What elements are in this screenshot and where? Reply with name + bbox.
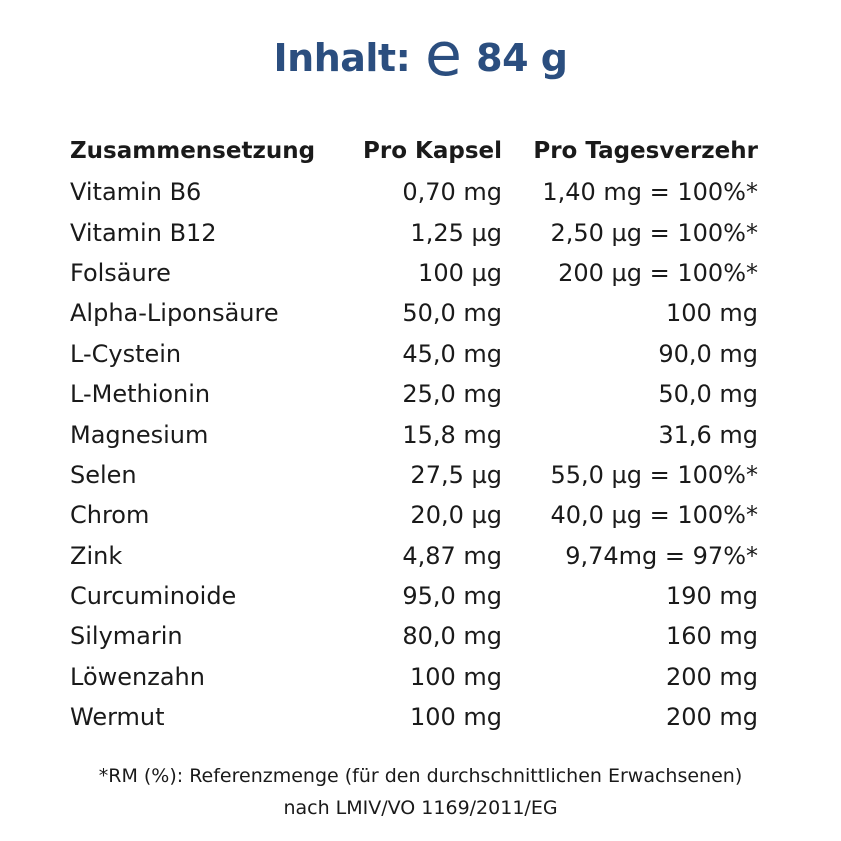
content-label: Inhalt: [273, 36, 411, 80]
table-row [64, 576, 758, 616]
per-capsule-value: 100 µg [418, 258, 502, 287]
ingredient-name: L-Methionin [70, 380, 211, 409]
per-daily-value: 40,0 µg = 100%* [550, 501, 758, 530]
table-body [64, 172, 758, 737]
ingredient-name: Folsäure [70, 258, 171, 287]
footnote-line-2: nach LMIV/VO 1169/2011/EG [283, 797, 558, 819]
table-row [64, 212, 758, 252]
per-daily-value: 200 µg = 100%* [558, 258, 758, 287]
per-capsule-value: 4,87 mg [402, 541, 502, 570]
per-daily-value: 2,50 µg = 100%* [550, 218, 758, 247]
per-daily-value: 55,0 µg = 100%* [550, 460, 758, 489]
ingredient-name: Selen [70, 460, 137, 489]
table-header-row [64, 130, 758, 172]
header-per-daily-intake: Pro Tagesverzehr [533, 138, 758, 164]
per-capsule-value: 15,8 mg [402, 420, 502, 449]
per-capsule-value: 100 mg [409, 703, 502, 732]
per-daily-value: 160 mg [665, 622, 758, 651]
table-row [64, 657, 758, 697]
ingredient-name: Curcuminoide [70, 582, 237, 611]
footnote [0, 760, 841, 824]
ingredient-name: Vitamin B6 [70, 178, 202, 207]
per-daily-value: 9,74mg = 97%* [565, 541, 758, 570]
ingredient-name: Magnesium [70, 420, 209, 449]
table-row [64, 293, 758, 333]
table-row [64, 455, 758, 495]
estimated-sign-icon: e [425, 20, 462, 90]
per-capsule-value: 95,0 mg [402, 582, 502, 611]
footnote-line-1: *RM (%): Referenzmenge (für den durchschnittlichen Erwachsenen) [98, 765, 743, 787]
per-daily-value: 90,0 mg [658, 339, 758, 368]
header-composition: Zusammensetzung [70, 138, 316, 164]
table-row [64, 536, 758, 576]
ingredient-name: L-Cystein [70, 339, 182, 368]
ingredient-name: Chrom [70, 501, 150, 530]
header-per-capsule: Pro Kapsel [363, 138, 502, 164]
table-row [64, 616, 758, 656]
content-title [0, 20, 841, 90]
per-capsule-value: 50,0 mg [402, 299, 502, 328]
per-daily-value: 31,6 mg [658, 420, 758, 449]
per-capsule-value: 100 mg [409, 662, 502, 691]
per-daily-value: 1,40 mg = 100%* [542, 178, 758, 207]
table-row [64, 334, 758, 374]
table-row [64, 172, 758, 212]
ingredient-name: Löwenzahn [70, 662, 205, 691]
table-row [64, 253, 758, 293]
per-daily-value: 100 mg [665, 299, 758, 328]
table-row [64, 414, 758, 454]
per-capsule-value: 27,5 µg [410, 460, 502, 489]
per-capsule-value: 25,0 mg [402, 380, 502, 409]
content-amount: 84 g [476, 36, 568, 80]
table-row [64, 374, 758, 414]
ingredient-name: Alpha-Liponsäure [70, 299, 279, 328]
composition-table [64, 130, 758, 737]
per-daily-value: 200 mg [665, 662, 758, 691]
ingredient-name: Vitamin B12 [70, 218, 217, 247]
per-daily-value: 190 mg [665, 582, 758, 611]
ingredient-name: Wermut [70, 703, 165, 732]
ingredient-name: Zink [70, 541, 123, 570]
ingredient-name: Silymarin [70, 622, 183, 651]
per-capsule-value: 45,0 mg [402, 339, 502, 368]
per-daily-value: 50,0 mg [658, 380, 758, 409]
table-row [64, 697, 758, 737]
per-capsule-value: 0,70 mg [402, 178, 502, 207]
per-daily-value: 200 mg [665, 703, 758, 732]
table-row [64, 495, 758, 535]
per-capsule-value: 80,0 mg [402, 622, 502, 651]
per-capsule-value: 1,25 µg [410, 218, 502, 247]
per-capsule-value: 20,0 µg [410, 501, 502, 530]
